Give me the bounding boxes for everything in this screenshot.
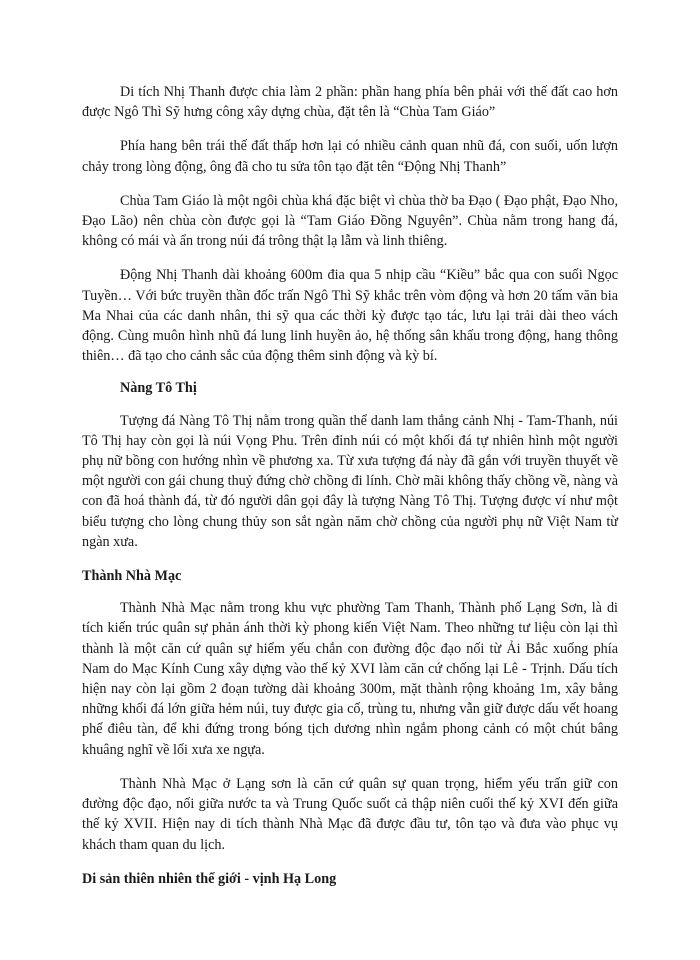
paragraph-nhi-thanh-cave: Động Nhị Thanh dài khoảng 600m đia qua 5 nhịp cầu “Kiều” bắc qua con suối Ngọc Tuyền… Với bức truyền thần đốc trấn Ngô Thì Sỹ khắc trên vòm động và hơn 20 tấm văn bia Ma Nhai của các danh nhân, thi sỹ qua các thời kỳ được tạo tác, lưu lại trải dài theo vách động. Cùng muôn hình nhũ đá lung linh huyền ảo, hệ thống sân khấu trong động, hang thông thiên… đã tạo cho cảnh sắc của động thêm sinh động và kỳ bí. — [82, 267, 618, 365]
paragraph-thanh-nha-mac-2: Thành Nhà Mạc ở Lạng sơn là căn cứ quân sự quan trọng, hiểm yếu trấn giữ con đường độc đạo, nối giữa nước ta và Trung Quốc suốt cả thập niên cuối thế kỷ XVI đến giữa thế kỷ XVII. Hiện nay di tích thành Nhà Mạc đã được đầu tư, tôn tạo và đưa vào phục vụ khách tham quan du lịch. — [82, 775, 618, 853]
paragraph-tam-giao-pagoda: Chùa Tam Giáo là một ngôi chùa khá đặc biệt vì chùa thờ ba Đạo ( Đạo phật, Đạo Nho, Đạo Lão) nên chùa còn được gọi là “Tam Giáo Đồng Nguyên”. Chùa nằm trong hang đá, không có mái và ẩn trong núi đá trông thật lạ lẫm và linh thiêng. — [82, 192, 618, 250]
paragraph-nhi-thanh-parts: Di tích Nhị Thanh được chia làm 2 phần: phần hang phía bên phải với thế đất cao hơn được Ngô Thì Sỹ hưng công xây dựng chùa, đặt tên là “Chùa Tam Giáo” — [82, 84, 618, 121]
heading-thanh-nha-mac: Thành Nhà Mạc — [82, 568, 182, 585]
heading-nang-to-thi: Nàng Tô Thị — [120, 380, 197, 397]
paragraph-thanh-nha-mac-1: Thành Nhà Mạc nằm trong khu vực phường Tam Thanh, Thành phố Lạng Sơn, là di tích kiến trúc quân sự phản ánh thời kỳ phong kiến Việt Nam. Theo những tư liệu còn lại thì thành là một căn cứ quân sự hiểm yếu chắn con đường độc đạo nối từ Ải Bắc xuống phía Nam do Mạc Kính Cung xây dựng vào thế kỷ XVI làm căn cứ chống lại Lê - Trịnh. Dấu tích hiện nay còn lại gồm 2 đoạn tường dài khoảng 300m, mặt thành rộng khoảng 1m, xây bằng những khối đá lớn giữa hẻm núi, tuy được gia cố, trùng tu, nhưng vẫn giữ được dấu vết hoang phế điêu tàn, để khi đứng trong bóng tịch dương nhìn ngắm phong cảnh có một chút bâng khuâng nghĩ về lối xưa xe ngựa. — [82, 600, 618, 758]
paragraph-nang-to-thi: Tượng đá Nàng Tô Thị nằm trong quần thể danh lam thắng cảnh Nhị - Tam-Thanh, núi Tô Thị hay còn gọi là núi Vọng Phu. Trên đỉnh núi có một khối đá tự nhiên hình một người phụ nữ bồng con hướng nhìn về phương xa. Từ xưa tượng đá này đã gắn với truyền thuyết về một người con gái chung thuỷ đứng chờ chồng đi lính. Chờ mãi không thấy chồng về, nàng và con đã hoá thành đá, từ đó người dân gọi đây là tượng Nàng Tô Thị. Tượng được ví như một biểu tượng cho lòng chung thủy son sắt ngàn năm chờ chồng của người phụ nữ Việt Nam từ ngàn xưa. — [82, 412, 618, 550]
document-page — [82, 82, 618, 901]
heading-ha-long-bay: Di sản thiên nhiên thế giới - vịnh Hạ Long — [82, 870, 337, 887]
paragraph-left-cave: Phía hang bên trái thế đất thấp hơn lại có nhiều cảnh quan nhũ đá, con suối, uốn lượn chảy trong lòng động, ông đã cho tu sửa tôn tạo đặt tên “Động Nhị Thanh” — [82, 138, 618, 175]
